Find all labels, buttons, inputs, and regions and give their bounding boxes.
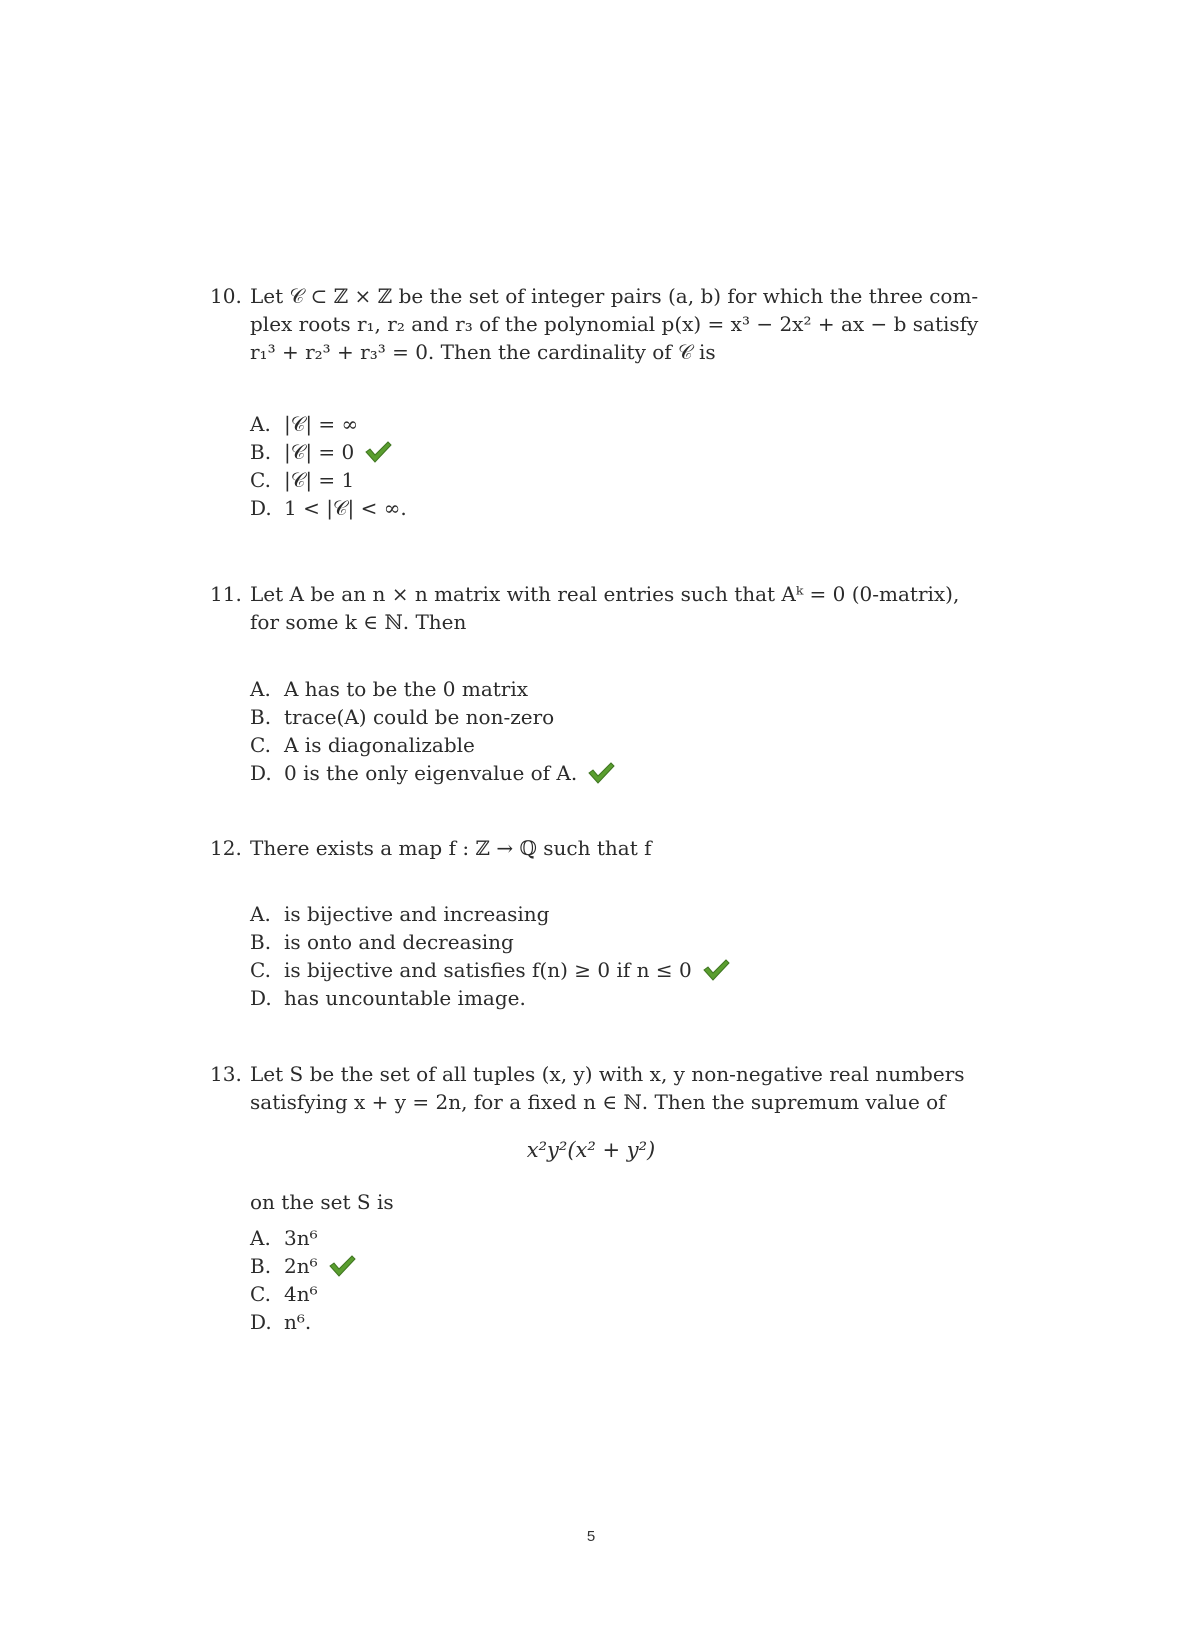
option-b: B. is onto and decreasing	[250, 930, 514, 954]
option-d: D. 0 is the only eigenvalue of A.	[250, 759, 615, 787]
question-11	[210, 580, 980, 636]
checkmark-icon	[364, 440, 392, 464]
question-10	[210, 282, 980, 366]
option-d: D. n⁶.	[250, 1310, 312, 1334]
question-13	[210, 1060, 980, 1116]
question-number: 11.	[210, 582, 242, 606]
question-text-continued: on the set S is	[250, 1190, 394, 1214]
options-12	[250, 900, 730, 1012]
options-11	[250, 675, 615, 787]
option-b: B. trace(A) could be non-zero	[250, 705, 555, 729]
question-number: 13.	[210, 1062, 242, 1086]
options-10	[250, 410, 407, 522]
option-d: D. has uncountable image.	[250, 986, 526, 1010]
supremum-formula: x²y²(x² + y²)	[526, 1138, 656, 1162]
question-text: There exists a map f : ℤ → ℚ such that f	[250, 836, 652, 860]
option-a: A. 3n⁶	[250, 1226, 318, 1250]
option-a: A. |𝒞| = ∞	[250, 412, 359, 436]
option-c: C. A is diagonalizable	[250, 733, 475, 757]
checkmark-icon	[702, 958, 730, 982]
option-c: C. is bijective and satisfies f(n) ≥ 0 if n ≤ 0	[250, 956, 730, 984]
option-c: C. 4n⁶	[250, 1282, 318, 1306]
checkmark-icon	[328, 1254, 356, 1278]
option-a: A. A has to be the 0 matrix	[250, 677, 529, 701]
option-a: A. is bijective and increasing	[250, 902, 550, 926]
question-text: Let S be the set of all tuples (x, y) with x, y non-negative real numbers satisfying x + y = 2n, for a fixed n ∈ ℕ. Then the supremum value of	[250, 1062, 965, 1114]
question-number: 12.	[210, 836, 242, 860]
option-b: B. 2n⁶	[250, 1252, 356, 1280]
checkmark-icon	[587, 761, 615, 785]
option-d: D. 1 < |𝒞| < ∞.	[250, 496, 407, 520]
page-number: 5	[586, 1528, 596, 1545]
option-c: C. |𝒞| = 1	[250, 468, 355, 492]
question-text: Let A be an n × n matrix with real entries such that Aᵏ = 0 (0-matrix), for some k ∈ ℕ. Then	[250, 582, 960, 634]
question-12	[210, 834, 980, 862]
options-13	[250, 1224, 356, 1336]
question-text: Let 𝒞 ⊂ ℤ × ℤ be the set of integer pairs (a, b) for which the three com- plex roots r₁, r₂ and r₃ of the polynomial p(x) = x³ − 2x² + ax − b satisfy r₁³ + r₂³ + r₃³ = 0. Then the cardinality of 𝒞 is	[250, 284, 979, 364]
option-b: B. |𝒞| = 0	[250, 438, 407, 466]
question-number: 10.	[210, 284, 242, 308]
